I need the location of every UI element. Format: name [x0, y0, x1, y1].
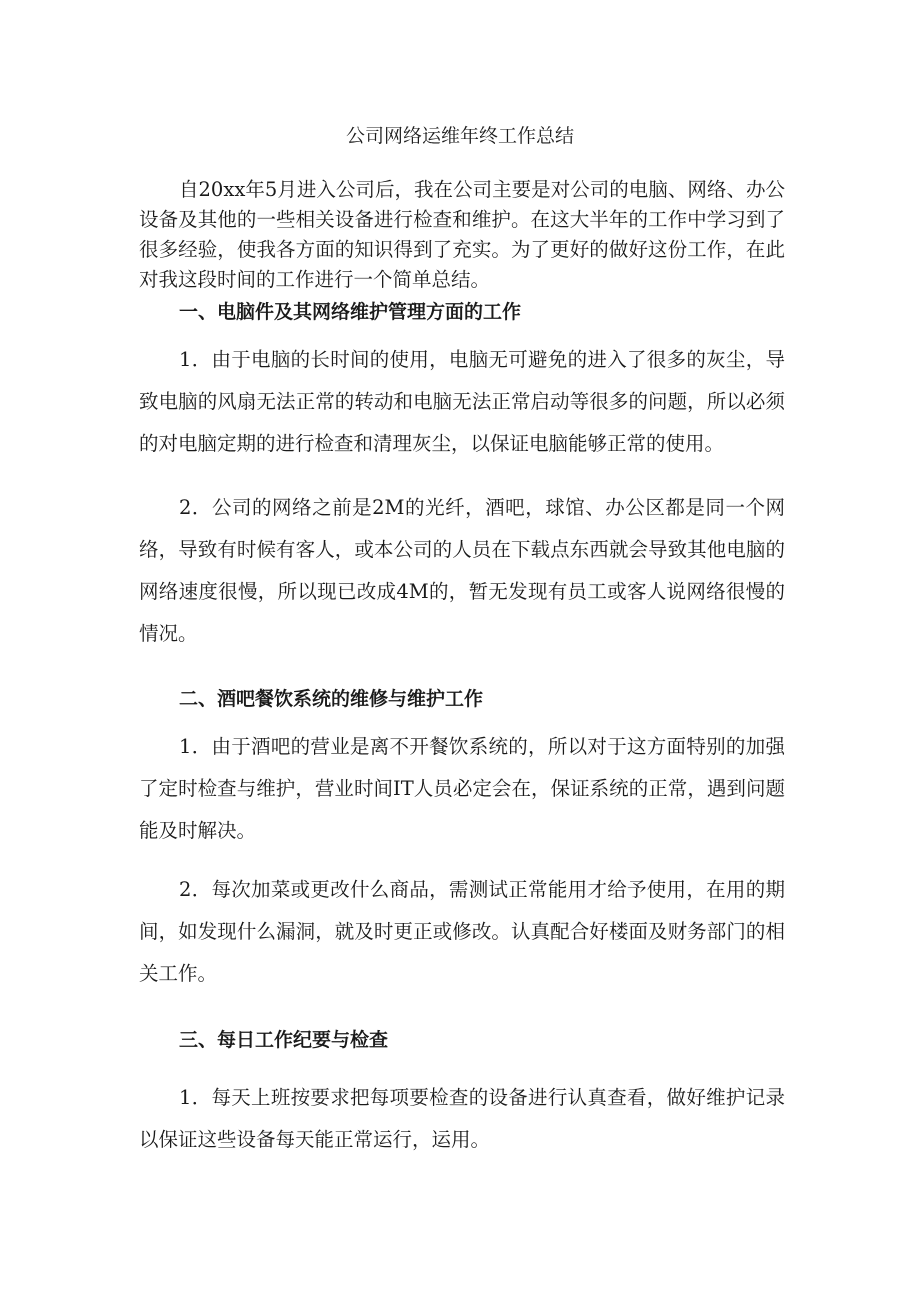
document-title: 公司网络运维年终工作总结	[345, 125, 574, 147]
section-1-heading: 一、电脑件及其网络维护管理方面的工作	[179, 301, 522, 323]
intro-paragraph: 自20xx年5月进入公司后，我在公司主要是对公司的电脑、网络、办公设备及其他的一些相关设备进行检查和维护。在这大半年的工作中学习到了很多经验，使我各方面的知识得到了充实。为了更好的做好这份工作，在此对我这段时间的工作进行一个简单总结。	[139, 178, 785, 291]
section-3-item-1: 1．每天上班按要求把每项要检查的设备进行认真查看，做好维护记录以保证这些设备每天能正常运行，运用。	[139, 1086, 785, 1151]
section-2-heading: 二、酒吧餐饮系统的维修与维护工作	[179, 688, 484, 710]
section-2-item-1: 1．由于酒吧的营业是离不开餐饮系统的，所以对于这方面特别的加强了定时检查与维护，营业时间IT人员必定会在，保证系统的正常，遇到问题能及时解决。	[139, 735, 785, 842]
section-2-item-2: 2．每次加菜或更改什么商品，需测试正常能用才给予使用，在用的期间，如发现什么漏洞，就及时更正或修改。认真配合好楼面及财务部门的相关工作。	[139, 878, 785, 985]
section-1-item-2: 2．公司的网络之前是2M的光纤，酒吧，球馆、办公区都是同一个网络，导致有时候有客人，或本公司的人员在下载点东西就会导致其他电脑的网络速度很慢，所以现已改成4M的，暂无发现有员工或客人说网络很慢的情况。	[139, 496, 785, 645]
section-3-heading: 三、每日工作纪要与检查	[179, 1029, 389, 1051]
section-1-item-1: 1．由于电脑的长时间的使用，电脑无可避免的进入了很多的灰尘，导致电脑的风扇无法正常的转动和电脑无法正常启动等很多的问题，所以必须的对电脑定期的进行检查和清理灰尘，以保证电脑能够正常的使用。	[139, 348, 785, 455]
